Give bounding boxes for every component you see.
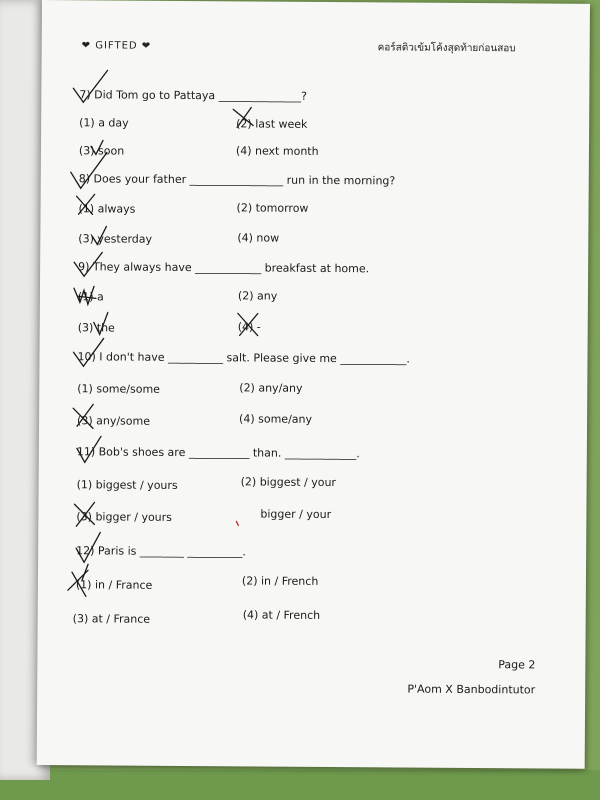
question-8: 8) Does your father _________________ run in the morning? (78, 172, 396, 188)
question-11: 11) Bob's shoes are ___________ than. _____________. (76, 445, 360, 461)
q10-option-1: (1) some/some (77, 382, 161, 396)
stray-mark (236, 521, 238, 525)
q11-option-2: (2) biggest / your (240, 475, 337, 490)
table-surface (0, 770, 600, 800)
q11-option-4: bigger / your (260, 507, 332, 522)
tutor-credit: P'Aom X Banbodintutor (407, 682, 536, 697)
q9-option-3: (3) the (77, 321, 115, 335)
q12-option-3: (3) at / France (72, 612, 151, 626)
q9-option-1: (1) a (77, 290, 104, 304)
header-course-title: คอร์สติวเข้มโค้งสุดท้ายก่อนสอบ (377, 42, 516, 55)
q8-option-1: (1) always (78, 202, 136, 216)
q9-option-4: (4) - (237, 320, 261, 334)
q11-option-3: (3) bigger / yours (76, 510, 172, 524)
q12-option-2: (2) in / French (241, 574, 319, 588)
q7-option-3: (3) soon (78, 144, 125, 158)
header-brand: ❤ GIFTED ❤ (81, 40, 152, 52)
q10-option-2: (2) any/any (239, 381, 303, 395)
q10-option-4: (4) some/any (239, 412, 313, 426)
worksheet-page (37, 0, 590, 769)
q12-option-1: (1) in / France (75, 578, 153, 592)
question-12: 12) Paris is ________ __________. (76, 544, 246, 559)
q8-option-3: (3) yesterday (78, 232, 153, 246)
q8-option-2: (2) tomorrow (236, 201, 309, 215)
q8-option-4: (4) now (237, 231, 280, 245)
q7-option-1: (1) a day (79, 116, 129, 130)
question-9: 9) They always have ____________ breakfast at home. (78, 260, 370, 276)
q12-option-4: (4) at / French (242, 608, 321, 622)
q9-option-2: (2) any (237, 289, 278, 303)
page-number: Page 2 (498, 658, 536, 672)
q10-option-3: (3) any/some (77, 414, 151, 428)
question-10: 10) I don't have __________ salt. Please give me ____________. (77, 350, 410, 366)
question-7: 7) Did Tom go to Pattaya _______________? (79, 88, 308, 103)
q11-option-1: (1) biggest / yours (76, 478, 178, 492)
q7-option-2: (2) last week (236, 117, 308, 131)
q7-option-4: (4) next month (235, 144, 319, 158)
